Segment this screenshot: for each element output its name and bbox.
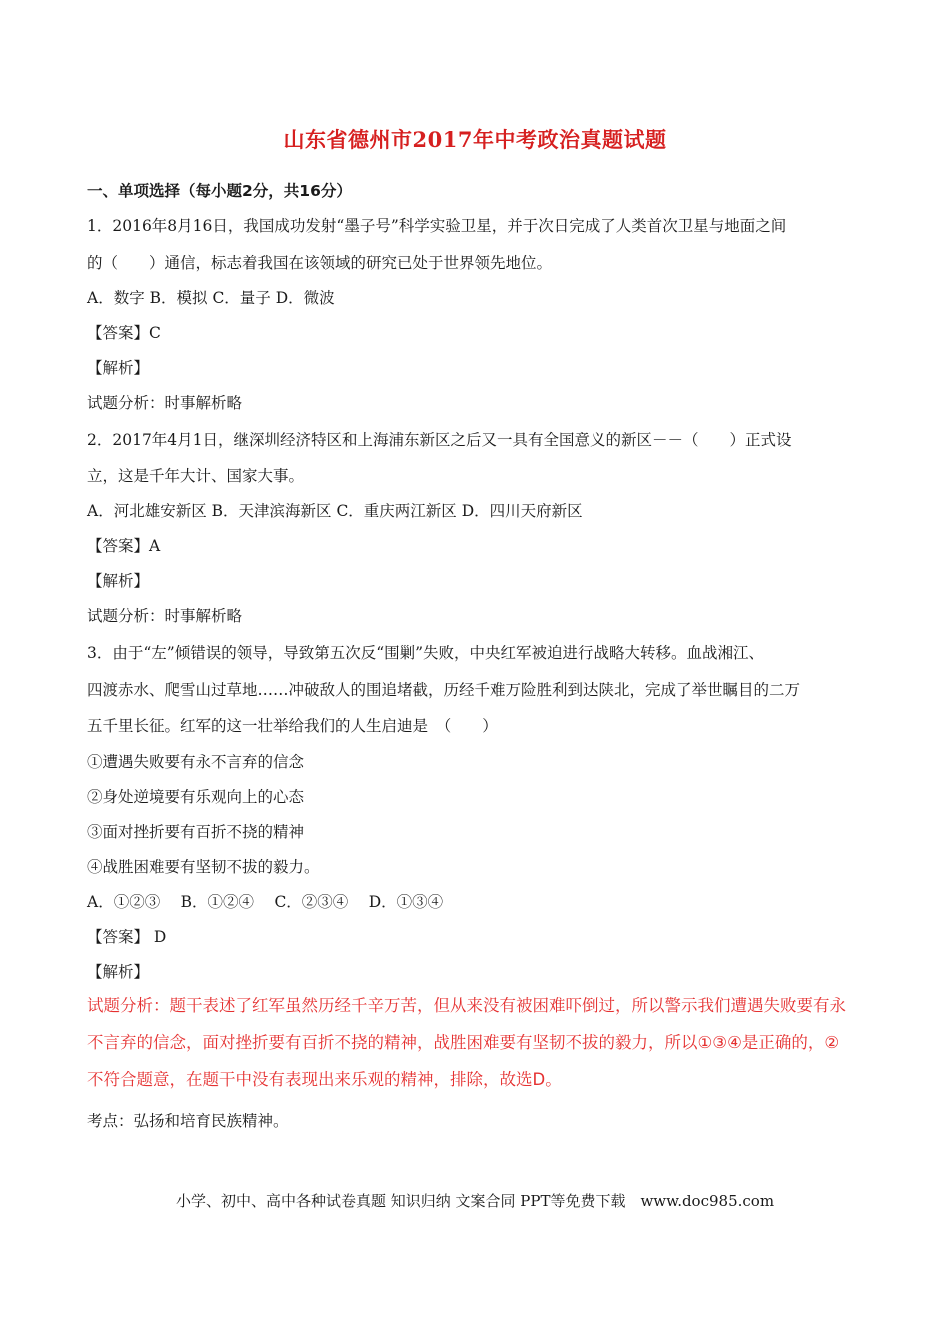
q3-statement-4: ④战胜困难要有坚韧不拔的毅力。 — [87, 858, 320, 876]
q3-answer: 【答案】 D — [87, 928, 167, 946]
q3-line-1: 3．由于“左”倾错误的领导，导致第五次反“围剿”失败，中央红军被迫进行战略大转移。血战湘江、 — [87, 644, 765, 662]
q2-answer: 【答案】A — [87, 537, 161, 555]
q1-analysis: 试题分析：时事解析略 — [87, 394, 243, 412]
q1-analysis-label: 【解析】 — [87, 359, 150, 377]
q1-line-2: 的（ ）通信，标志着我国在该领域的研究已处于世界领先地位。 — [87, 254, 553, 272]
q3-statement-2: ②身处逆境要有乐观向上的心态 — [87, 788, 305, 806]
q1-line-1: 1．2016年8月16日，我国成功发射“墨子号”科学实验卫星，并于次日完成了人类首次卫星与地面之间 — [87, 217, 787, 235]
q1-answer: 【答案】C — [87, 324, 161, 342]
q2-options: A．河北雄安新区 B．天津滨海新区 C．重庆两江新区 D．四川天府新区 — [87, 502, 583, 520]
q3-analysis-line-1: 试题分析：题干表述了红军虽然历经千辛万苦，但从来没有被困难吓倒过，所以警示我们遭遇失败要有永 — [87, 996, 846, 1015]
q2-line-1: 2．2017年4月1日，继深圳经济特区和上海浦东新区之后又一具有全国意义的新区－－（ ）正式设 — [87, 431, 792, 449]
q1-options: A．数字 B．模拟 C．量子 D．微波 — [87, 289, 335, 307]
q3-analysis-line-2: 不言弃的信念，面对挫折要有百折不挠的精神，战胜困难要有坚韧不拔的毅力，所以①③④是正确的，② — [87, 1033, 840, 1052]
q3-line-2: 四渡赤水、爬雪山过草地……冲破敌人的围追堵截，历经千难万险胜利到达陕北，完成了举世瞩目的二万 — [87, 681, 801, 699]
q2-analysis-label: 【解析】 — [87, 572, 150, 590]
q3-statement-3: ③面对挫折要有百折不挠的精神 — [87, 823, 305, 841]
q2-analysis: 试题分析：时事解析略 — [87, 607, 243, 625]
q3-analysis-label: 【解析】 — [87, 963, 150, 981]
page-title: 山东省德州市2017年中考政治真题试题 — [283, 127, 667, 152]
q3-analysis-line-3: 不符合题意，在题干中没有表现出来乐观的精神，排除，故选D。 — [87, 1070, 562, 1089]
q3-options: A．①②③ B．①②④ C．②③④ D．①③④ — [87, 893, 444, 911]
kaodian: 考点：弘扬和培育民族精神。 — [87, 1112, 289, 1130]
q3-line-3: 五千里长征。红军的这一壮举给我们的人生启迪是 （ ） — [87, 717, 498, 735]
page-footer: 小学、初中、高中各种试卷真题 知识归纳 文案合同 PPT等免费下载 www.doc985.com — [175, 1192, 775, 1210]
section-heading: 一、单项选择（每小题2分，共16分） — [87, 182, 352, 200]
q3-statement-1: ①遭遇失败要有永不言弃的信念 — [87, 753, 305, 771]
q2-line-2: 立，这是千年大计、国家大事。 — [87, 467, 305, 485]
